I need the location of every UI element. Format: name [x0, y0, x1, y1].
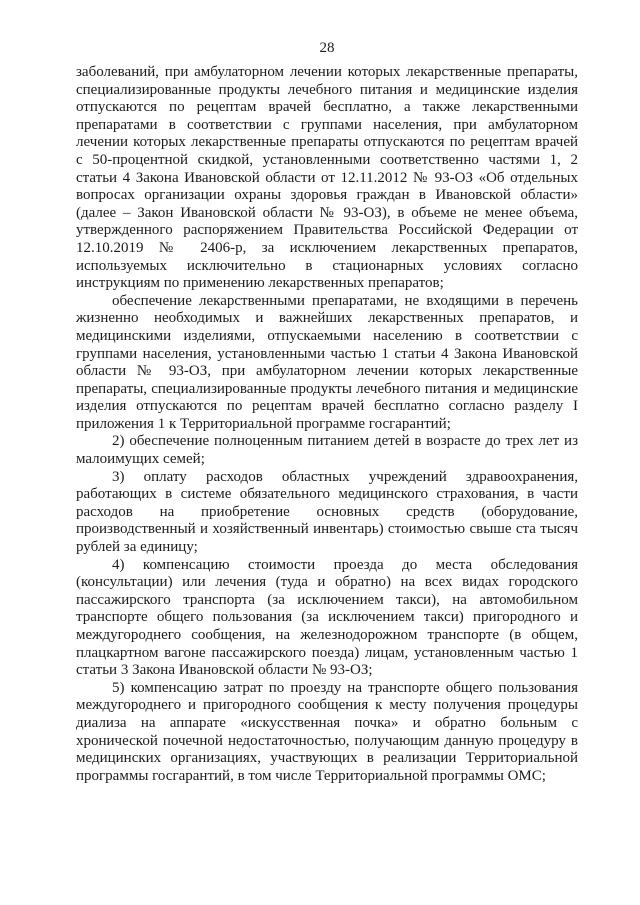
paragraph-item-4: 4) компенсацию стоимости проезда до места обследования (консультации) или лечения (туда и обратно) на всех видах городского пассажирского транспорта (за исключением такси), на автомобильном транспорте общего пользования (за исключением такси) пригородного и междугороднего сообщения, на железнодорожном транспорте (в общем, плацкартном вагоне пассажирского поезда) лицам, установленным частью 1 статьи 3 Закона Ивановской области № 93-ОЗ; [76, 556, 578, 679]
page-number: 28 [319, 40, 335, 56]
paragraph-item-2: 2) обеспечение полноценным питанием детей в возрасте до трех лет из малоимущих семей; [76, 433, 578, 468]
paragraph-item-3: 3) оплату расходов областных учреждений здравоохранения, работающих в системе обязательного медицинского страхования, в части расходов на приобретение основных средств (оборудование, производственный и хозяйственный инвентарь) стоимостью свыше ста тысяч рублей за единицу; [76, 468, 578, 556]
paragraph-drug-provision: обеспечение лекарственными препаратами, не входящими в перечень жизненно необходимых и важнейших лекарственных препаратов, и медицинскими изделиями, отпускаемыми населению в соответствии с группами населения, установленными частью 1 статьи 4 Закона Ивановской области № 93-ОЗ, при амбулаторном лечении которых лекарственные препараты, специализированные продукты лечебного питания и медицинские изделия отпускаются по рецептам врачей бесплатно согласно разделу I приложения 1 к Территориальной программе госгарантий; [76, 292, 578, 432]
document-body [76, 64, 578, 785]
paragraph-continuation: заболеваний, при амбулаторном лечении которых лекарственные препараты, специализированные продукты лечебного питания и медицинские изделия отпускаются по рецептам врачей бесплатно, а также лекарственными препаратами в соответствии с группами населения, при амбулаторном лечении которых лекарственные препараты отпускаются по рецептам врачей с 50-процентной скидкой, установленными соответственно частями 1, 2 статьи 4 Закона Ивановской области от 12.11.2012 № 93-ОЗ «Об отдельных вопросах организации охраны здоровья граждан в Ивановской области» (далее – Закон Ивановской области № 93-ОЗ), в объеме не менее объема, утвержденного распоряжением Правительства Российской Федерации от 12.10.2019 № 2406-р, за исключением лекарственных препаратов, используемых исключительно в стационарных условиях согласно инструкциям по применению лекарственных препаратов; [76, 64, 578, 292]
paragraph-item-5: 5) компенсацию затрат по проезду на транспорте общего пользования междугороднего и пригородного сообщения к месту получения процедуры диализа на аппарате «искусственная почка» и обратно больным с хронической почечной недостаточностью, получающим данную процедуру в медицинских организациях, участвующих в реализации Территориальной программы госгарантий, в том числе Территориальной программы ОМС; [76, 679, 578, 784]
